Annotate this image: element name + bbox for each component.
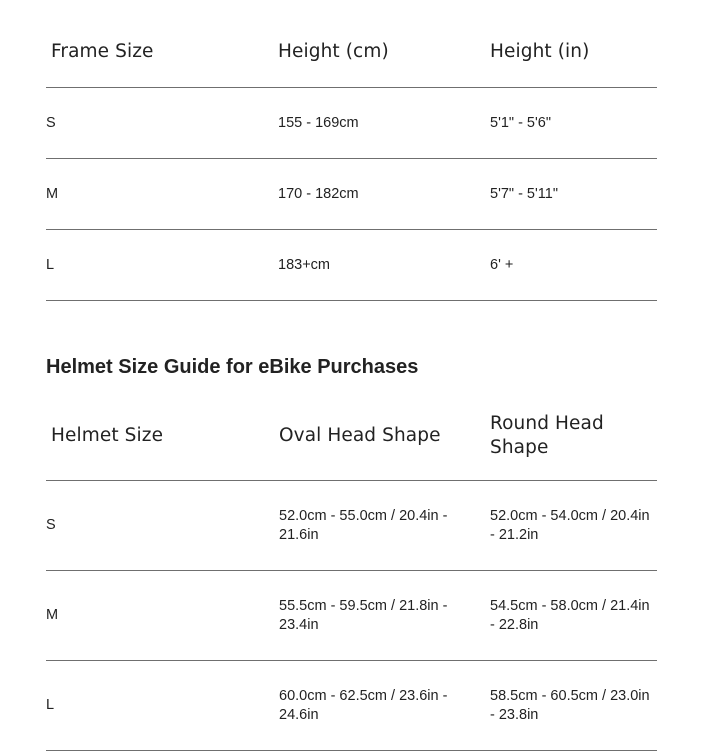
helmet-size-cell: M <box>46 571 278 661</box>
table-header-row <box>46 17 657 88</box>
height-cm-cell: 155 - 169cm <box>278 88 490 159</box>
column-header-oval-head-shape: Oval Head Shape <box>278 392 490 481</box>
column-header-height-cm: Height (cm) <box>278 17 490 88</box>
oval-head-cell: 55.5cm - 59.5cm / 21.8in - 23.4in <box>278 571 490 661</box>
height-cm-cell: 183+cm <box>278 230 490 301</box>
oval-head-cell: 60.0cm - 62.5cm / 23.6in - 24.6in <box>278 661 490 751</box>
helmet-size-table <box>46 392 657 751</box>
table-row <box>46 481 657 571</box>
column-header-frame-size: Frame Size <box>46 17 278 88</box>
height-cm-cell: 170 - 182cm <box>278 159 490 230</box>
round-head-cell: 52.0cm - 54.0cm / 20.4in - 21.2in <box>490 481 657 571</box>
frame-size-cell: M <box>46 159 278 230</box>
helmet-size-cell: S <box>46 481 278 571</box>
frame-size-cell: L <box>46 230 278 301</box>
table-row <box>46 88 657 159</box>
frame-size-cell: S <box>46 88 278 159</box>
helmet-size-cell: L <box>46 661 278 751</box>
round-head-cell: 54.5cm - 58.0cm / 21.4in - 22.8in <box>490 571 657 661</box>
table-row <box>46 159 657 230</box>
table-row <box>46 571 657 661</box>
height-in-cell: 5'1" - 5'6" <box>490 88 657 159</box>
frame-size-table <box>46 17 657 301</box>
helmet-size-guide-heading: Helmet Size Guide for eBike Purchases <box>46 356 419 378</box>
column-header-round-head-shape: Round Head Shape <box>490 392 657 481</box>
table-header-row <box>46 392 657 481</box>
table-row <box>46 230 657 301</box>
column-header-height-in: Height (in) <box>490 17 657 88</box>
table-row <box>46 661 657 751</box>
round-head-cell: 58.5cm - 60.5cm / 23.0in - 23.8in <box>490 661 657 751</box>
column-header-helmet-size: Helmet Size <box>46 392 278 481</box>
height-in-cell: 5'7" - 5'11" <box>490 159 657 230</box>
height-in-cell: 6' + <box>490 230 657 301</box>
oval-head-cell: 52.0cm - 55.0cm / 20.4in - 21.6in <box>278 481 490 571</box>
